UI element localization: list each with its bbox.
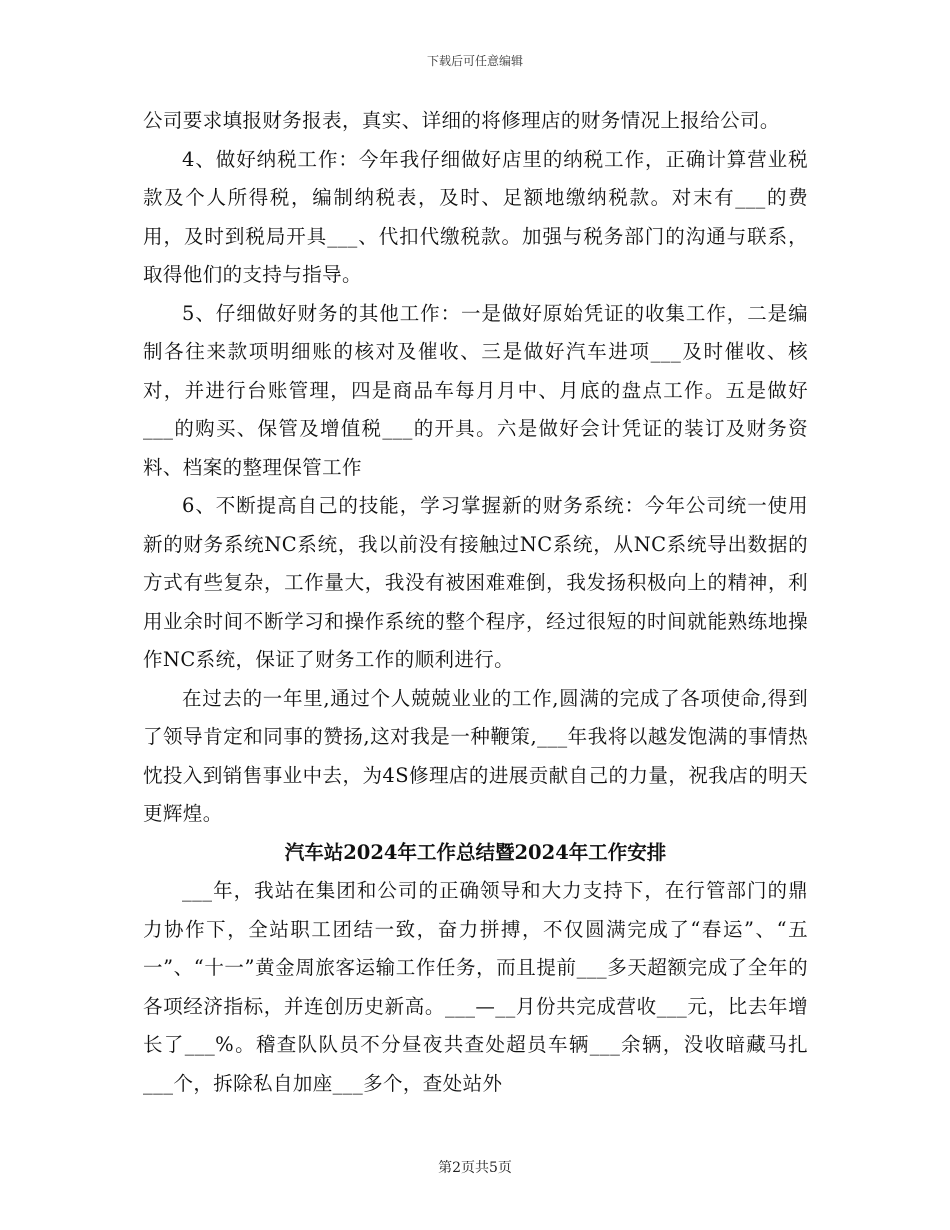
page-header: 下载后可任意编辑: [426, 54, 523, 68]
page-number: 第2页共5页: [438, 1160, 512, 1176]
paragraph-3: 5、仔细做好财务的其他工作：一是做好原始凭证的收集工作，二是编制各往来款项明细账的核对及催收、三是做好汽车进项___及时催收、核对，并进行台账管理，四是商品车每月月中、月底的盘点工作。五是做好___的购买、保管及增值税___的开具。六是做好会计凭证的装订及财务资料、档案的整理保管工作: [143, 301, 808, 479]
document-body: [143, 102, 808, 1103]
paragraph-6: ___年，我站在集团和公司的正确领导和大力支持下，在行管部门的鼎力协作下，全站职工团结一致，奋力拼搏，不仅圆满完成了“春运”、“五一”、“十一”黄金周旅客运输工作任务，而且提前___多天超额完成了全年的各项经济指标，并连创历史新高。___—__月份共完成营收___元，比去年增长了___%。稽查队队员不分昼夜共查处超员车辆___余辆，没收暗藏马扎___个，拆除私自加座___多个，查处站外: [143, 879, 808, 1095]
paragraph-2: 4、做好纳税工作：今年我仔细做好店里的纳税工作，正确计算营业税款及个人所得税，编制纳税表，及时、足额地缴纳税款。对末有___的费用，及时到税局开具___、代扣代缴税款。加强与税务部门的沟通与联系，取得他们的支持与指导。: [143, 147, 808, 286]
section-heading: 汽车站2024年工作总结暨2024年工作安排: [284, 840, 667, 864]
paragraph-4: 6、不断提高自己的技能，学习掌握新的财务系统：今年公司统一使用新的财务系统NC系统，我以前没有接触过NC系统，从NC系统导出数据的方式有些复杂，工作量大，我没有被困难难倒，我发扬积极向上的精神，利用业余时间不断学习和操作系统的整个程序，经过很短的时间就能熟练地操作NC系统，保证了财务工作的顺利进行。: [143, 494, 808, 671]
paragraph-5: 在过去的一年里,通过个人兢兢业业的工作,圆满的完成了各项使命,得到了领导肯定和同事的赞扬,这对我是一种鞭策,___年我将以越发饱满的事情热忱投入到销售事业中去，为4S修理店的进展贡献自己的力量，祝我店的明天更辉煌。: [143, 686, 808, 825]
paragraph-1: 公司要求填报财务报表，真实、详细的将修理店的财务情况上报给公司。: [143, 109, 780, 132]
